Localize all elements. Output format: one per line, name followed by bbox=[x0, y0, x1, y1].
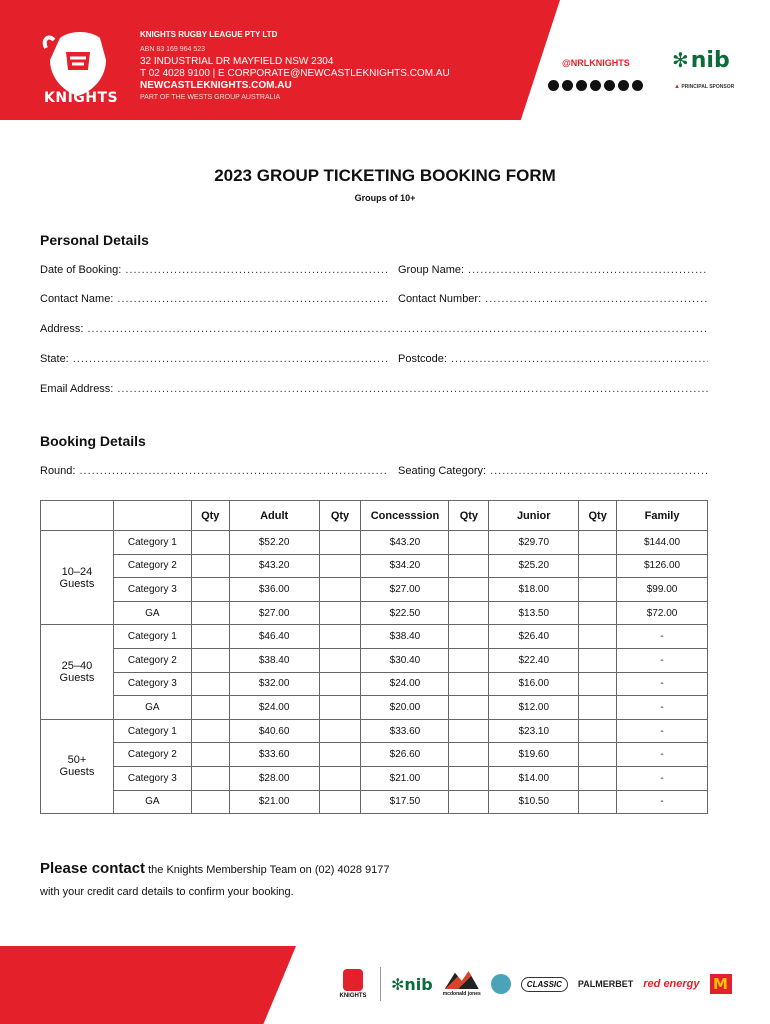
junior-price-cell: $22.40 bbox=[489, 648, 579, 672]
junior-price-cell: $23.10 bbox=[489, 719, 579, 743]
fill-line bbox=[468, 264, 708, 276]
header-qty: Qty bbox=[579, 501, 617, 531]
classic-logo: CLASSIC bbox=[521, 977, 568, 992]
qty-junior-cell[interactable] bbox=[449, 790, 489, 814]
qty-family-cell[interactable] bbox=[579, 719, 617, 743]
nib-star-icon: ✻ bbox=[672, 48, 689, 72]
header-adult: Adult bbox=[229, 501, 319, 531]
qty-family-cell[interactable] bbox=[579, 672, 617, 696]
personal-details-heading: Personal Details bbox=[40, 232, 149, 248]
family-price-cell: - bbox=[617, 648, 708, 672]
qty-family-cell[interactable] bbox=[579, 531, 617, 555]
postcode-field[interactable]: Postcode: ..... bbox=[398, 353, 708, 365]
concession-price-cell: $33.60 bbox=[361, 719, 449, 743]
qty-family-cell[interactable] bbox=[579, 648, 617, 672]
social-icons bbox=[548, 80, 643, 91]
adult-price-cell: $28.00 bbox=[229, 766, 319, 790]
junior-price-cell: $29.70 bbox=[489, 531, 579, 555]
contact-name-field[interactable]: Contact Name: ..... bbox=[40, 293, 388, 305]
category-cell: GA bbox=[113, 790, 191, 814]
qty-concession-cell[interactable] bbox=[319, 672, 361, 696]
linkedin-icon[interactable] bbox=[604, 80, 615, 91]
tiktok-icon[interactable] bbox=[632, 80, 643, 91]
company-abn: ABN 83 169 964 523 bbox=[140, 46, 205, 53]
qty-junior-cell[interactable] bbox=[449, 672, 489, 696]
table-row bbox=[41, 743, 708, 767]
fill-line bbox=[485, 293, 708, 305]
junior-price-cell: $26.40 bbox=[489, 625, 579, 649]
adult-price-cell: $33.60 bbox=[229, 743, 319, 767]
fill-line bbox=[87, 323, 708, 335]
qty-concession-cell[interactable] bbox=[319, 719, 361, 743]
junior-price-cell: $25.20 bbox=[489, 554, 579, 578]
adult-price-cell: $27.00 bbox=[229, 601, 319, 625]
header-qty: Qty bbox=[449, 501, 489, 531]
qty-concession-cell[interactable] bbox=[319, 578, 361, 602]
triangle-icon: ▲ bbox=[674, 84, 680, 90]
header-blank bbox=[113, 501, 191, 531]
knights-sponsor-logo: KNIGHTS bbox=[336, 966, 370, 1002]
mountain-icon bbox=[445, 971, 479, 989]
state-field[interactable]: State: ..... bbox=[40, 353, 388, 365]
junior-price-cell: $18.00 bbox=[489, 578, 579, 602]
table-row bbox=[41, 531, 708, 555]
adult-price-cell: $36.00 bbox=[229, 578, 319, 602]
family-price-cell: - bbox=[617, 719, 708, 743]
table-row bbox=[41, 554, 708, 578]
round-field[interactable]: Round: ..... bbox=[40, 465, 388, 477]
concession-price-cell: $26.60 bbox=[361, 743, 449, 767]
divider bbox=[380, 967, 381, 1001]
qty-family-cell[interactable] bbox=[579, 578, 617, 602]
qty-family-cell[interactable] bbox=[579, 696, 617, 720]
qty-junior-cell[interactable] bbox=[449, 719, 489, 743]
concession-price-cell: $27.00 bbox=[361, 578, 449, 602]
qty-concession-cell[interactable] bbox=[319, 625, 361, 649]
guest-group-label: 25–40 Guests bbox=[41, 625, 114, 719]
family-price-cell: - bbox=[617, 625, 708, 649]
date-of-booking-field[interactable]: Date of Booking: ..... bbox=[40, 264, 388, 276]
family-price-cell: $72.00 bbox=[617, 601, 708, 625]
social-handle: @NRLKNIGHTS bbox=[562, 58, 630, 68]
principal-sponsor-label: ▲ PRINCIPAL SPONSOR bbox=[674, 84, 735, 90]
junior-price-cell: $16.00 bbox=[489, 672, 579, 696]
booking-details-heading: Booking Details bbox=[40, 433, 146, 449]
contact-note bbox=[40, 858, 389, 903]
adult-price-cell: $40.60 bbox=[229, 719, 319, 743]
header-concession: Concesssion bbox=[361, 501, 449, 531]
circle-sponsor-icon bbox=[491, 974, 511, 994]
adult-price-cell: $32.00 bbox=[229, 672, 319, 696]
qty-adult-cell[interactable] bbox=[191, 790, 229, 814]
qty-adult-cell[interactable] bbox=[191, 743, 229, 767]
table-row bbox=[41, 790, 708, 814]
category-cell: Category 1 bbox=[113, 719, 191, 743]
qty-family-cell[interactable] bbox=[579, 554, 617, 578]
table-row bbox=[41, 625, 708, 649]
table-row bbox=[41, 719, 708, 743]
pricing-table-body bbox=[41, 531, 708, 814]
category-cell: Category 3 bbox=[113, 578, 191, 602]
header-family: Family bbox=[617, 501, 708, 531]
qty-family-cell[interactable] bbox=[579, 790, 617, 814]
qty-adult-cell[interactable] bbox=[191, 648, 229, 672]
qty-adult-cell[interactable] bbox=[191, 696, 229, 720]
family-price-cell: - bbox=[617, 766, 708, 790]
qty-concession-cell[interactable] bbox=[319, 601, 361, 625]
family-price-cell: - bbox=[617, 743, 708, 767]
qty-concession-cell[interactable] bbox=[319, 766, 361, 790]
qty-concession-cell[interactable] bbox=[319, 743, 361, 767]
nib-star-icon: ✻ bbox=[391, 974, 405, 994]
form-title: 2023 GROUP TICKETING BOOKING FORM bbox=[214, 166, 556, 185]
qty-concession-cell[interactable] bbox=[319, 790, 361, 814]
concession-price-cell: $30.40 bbox=[361, 648, 449, 672]
group-name-field[interactable]: Group Name: ..... bbox=[398, 264, 708, 276]
qty-adult-cell[interactable] bbox=[191, 578, 229, 602]
concession-price-cell: $21.00 bbox=[361, 766, 449, 790]
table-row bbox=[41, 601, 708, 625]
family-price-cell: $144.00 bbox=[617, 531, 708, 555]
contact-line1: the Knights Membership Team on (02) 4028 9177 bbox=[148, 864, 390, 876]
qty-adult-cell[interactable] bbox=[191, 625, 229, 649]
header-qty: Qty bbox=[191, 501, 229, 531]
company-contact: T 02 4028 9100 | E CORPORATE@NEWCASTLEKNIGHTS.COM.AU bbox=[140, 68, 450, 79]
contact-number-field[interactable]: Contact Number: ..... bbox=[398, 293, 708, 305]
family-price-cell: $126.00 bbox=[617, 554, 708, 578]
group-affiliation: PART OF THE WESTS GROUP AUSTRALIA bbox=[140, 94, 281, 101]
contact-line2: with your credit card details to confirm your booking. bbox=[40, 886, 294, 898]
sponsor-strip bbox=[336, 964, 732, 1004]
category-cell: Category 1 bbox=[113, 531, 191, 555]
guest-group-label: 50+ Guests bbox=[41, 719, 114, 813]
guest-group-label: 10–24 Guests bbox=[41, 531, 114, 625]
adult-price-cell: $21.00 bbox=[229, 790, 319, 814]
fill-line bbox=[451, 353, 708, 365]
red-energy-logo: red energy bbox=[643, 977, 700, 990]
table-row bbox=[41, 696, 708, 720]
header-junior: Junior bbox=[489, 501, 579, 531]
pricing-table bbox=[40, 500, 708, 814]
concession-price-cell: $22.50 bbox=[361, 601, 449, 625]
qty-junior-cell[interactable] bbox=[449, 578, 489, 602]
adult-price-cell: $43.20 bbox=[229, 554, 319, 578]
qty-family-cell[interactable] bbox=[579, 625, 617, 649]
qty-junior-cell[interactable] bbox=[449, 696, 489, 720]
contact-strong: Please contact bbox=[40, 860, 146, 877]
fill-line bbox=[125, 264, 388, 276]
family-price-cell: - bbox=[617, 790, 708, 814]
qty-adult-cell[interactable] bbox=[191, 554, 229, 578]
qty-adult-cell[interactable] bbox=[191, 719, 229, 743]
fill-line bbox=[117, 383, 708, 395]
category-cell: GA bbox=[113, 696, 191, 720]
logo-wordmark: KNIGHTS bbox=[44, 90, 119, 106]
company-name: KNIGHTS RUGBY LEAGUE PTY LTD bbox=[140, 30, 278, 39]
qty-junior-cell[interactable] bbox=[449, 601, 489, 625]
mcdonalds-logo-icon: M bbox=[710, 974, 732, 994]
category-cell: Category 1 bbox=[113, 625, 191, 649]
company-website[interactable]: NEWCASTLEKNIGHTS.COM.AU bbox=[140, 80, 292, 91]
concession-price-cell: $34.20 bbox=[361, 554, 449, 578]
concession-price-cell: $20.00 bbox=[361, 696, 449, 720]
table-row bbox=[41, 648, 708, 672]
adult-price-cell: $24.00 bbox=[229, 696, 319, 720]
facebook-icon[interactable] bbox=[548, 80, 559, 91]
qty-junior-cell[interactable] bbox=[449, 766, 489, 790]
family-price-cell: - bbox=[617, 696, 708, 720]
qty-junior-cell[interactable] bbox=[449, 531, 489, 555]
qty-junior-cell[interactable] bbox=[449, 648, 489, 672]
fill-line bbox=[490, 465, 708, 477]
qty-family-cell[interactable] bbox=[579, 743, 617, 767]
qty-concession-cell[interactable] bbox=[319, 648, 361, 672]
qty-junior-cell[interactable] bbox=[449, 625, 489, 649]
junior-price-cell: $14.00 bbox=[489, 766, 579, 790]
concession-price-cell: $17.50 bbox=[361, 790, 449, 814]
table-row bbox=[41, 672, 708, 696]
table-row bbox=[41, 766, 708, 790]
fill-line bbox=[117, 293, 388, 305]
fill-line bbox=[73, 353, 388, 365]
adult-price-cell: $52.20 bbox=[229, 531, 319, 555]
adult-price-cell: $46.40 bbox=[229, 625, 319, 649]
fill-line bbox=[79, 465, 388, 477]
category-cell: Category 2 bbox=[113, 743, 191, 767]
mcdonald-jones-logo: mcdonald jones bbox=[443, 971, 481, 997]
instagram-icon[interactable] bbox=[562, 80, 573, 91]
qty-adult-cell[interactable] bbox=[191, 601, 229, 625]
email-address-field[interactable]: Email Address: ..... bbox=[40, 383, 708, 395]
header-blank bbox=[41, 501, 114, 531]
footer-red-banner bbox=[0, 946, 296, 1024]
category-cell: Category 2 bbox=[113, 648, 191, 672]
messenger-icon[interactable] bbox=[618, 80, 629, 91]
qty-junior-cell[interactable] bbox=[449, 554, 489, 578]
category-cell: Category 2 bbox=[113, 554, 191, 578]
family-price-cell: $99.00 bbox=[617, 578, 708, 602]
qty-family-cell[interactable] bbox=[579, 601, 617, 625]
nib-sponsor-logo: ✻ nib bbox=[391, 974, 433, 994]
concession-price-cell: $24.00 bbox=[361, 672, 449, 696]
category-cell: Category 3 bbox=[113, 766, 191, 790]
qty-adult-cell[interactable] bbox=[191, 766, 229, 790]
letterhead bbox=[0, 0, 770, 120]
table-header-row bbox=[41, 501, 708, 531]
twitter-icon[interactable] bbox=[590, 80, 601, 91]
qty-adult-cell[interactable] bbox=[191, 672, 229, 696]
qty-junior-cell[interactable] bbox=[449, 743, 489, 767]
junior-price-cell: $13.50 bbox=[489, 601, 579, 625]
family-price-cell: - bbox=[617, 672, 708, 696]
address-field[interactable]: Address: ..... bbox=[40, 323, 708, 335]
concession-price-cell: $38.40 bbox=[361, 625, 449, 649]
junior-price-cell: $19.60 bbox=[489, 743, 579, 767]
qty-concession-cell[interactable] bbox=[319, 696, 361, 720]
company-address: 32 INDUSTRIAL DR MAYFIELD NSW 2304 bbox=[140, 56, 334, 67]
knights-badge-icon bbox=[343, 969, 363, 991]
seating-category-field[interactable]: Seating Category: ..... bbox=[398, 465, 708, 477]
concession-price-cell: $43.20 bbox=[361, 531, 449, 555]
youtube-icon[interactable] bbox=[576, 80, 587, 91]
qty-family-cell[interactable] bbox=[579, 766, 617, 790]
category-cell: GA bbox=[113, 601, 191, 625]
junior-price-cell: $12.00 bbox=[489, 696, 579, 720]
nib-logo: ✻nib bbox=[672, 48, 730, 73]
category-cell: Category 3 bbox=[113, 672, 191, 696]
palmerbet-logo: PALMERBET bbox=[577, 979, 634, 989]
qty-concession-cell[interactable] bbox=[319, 554, 361, 578]
junior-price-cell: $10.50 bbox=[489, 790, 579, 814]
table-row bbox=[41, 578, 708, 602]
header-qty: Qty bbox=[319, 501, 361, 531]
qty-adult-cell[interactable] bbox=[191, 531, 229, 555]
adult-price-cell: $38.40 bbox=[229, 648, 319, 672]
qty-concession-cell[interactable] bbox=[319, 531, 361, 555]
form-subtitle: Groups of 10+ bbox=[354, 193, 416, 203]
